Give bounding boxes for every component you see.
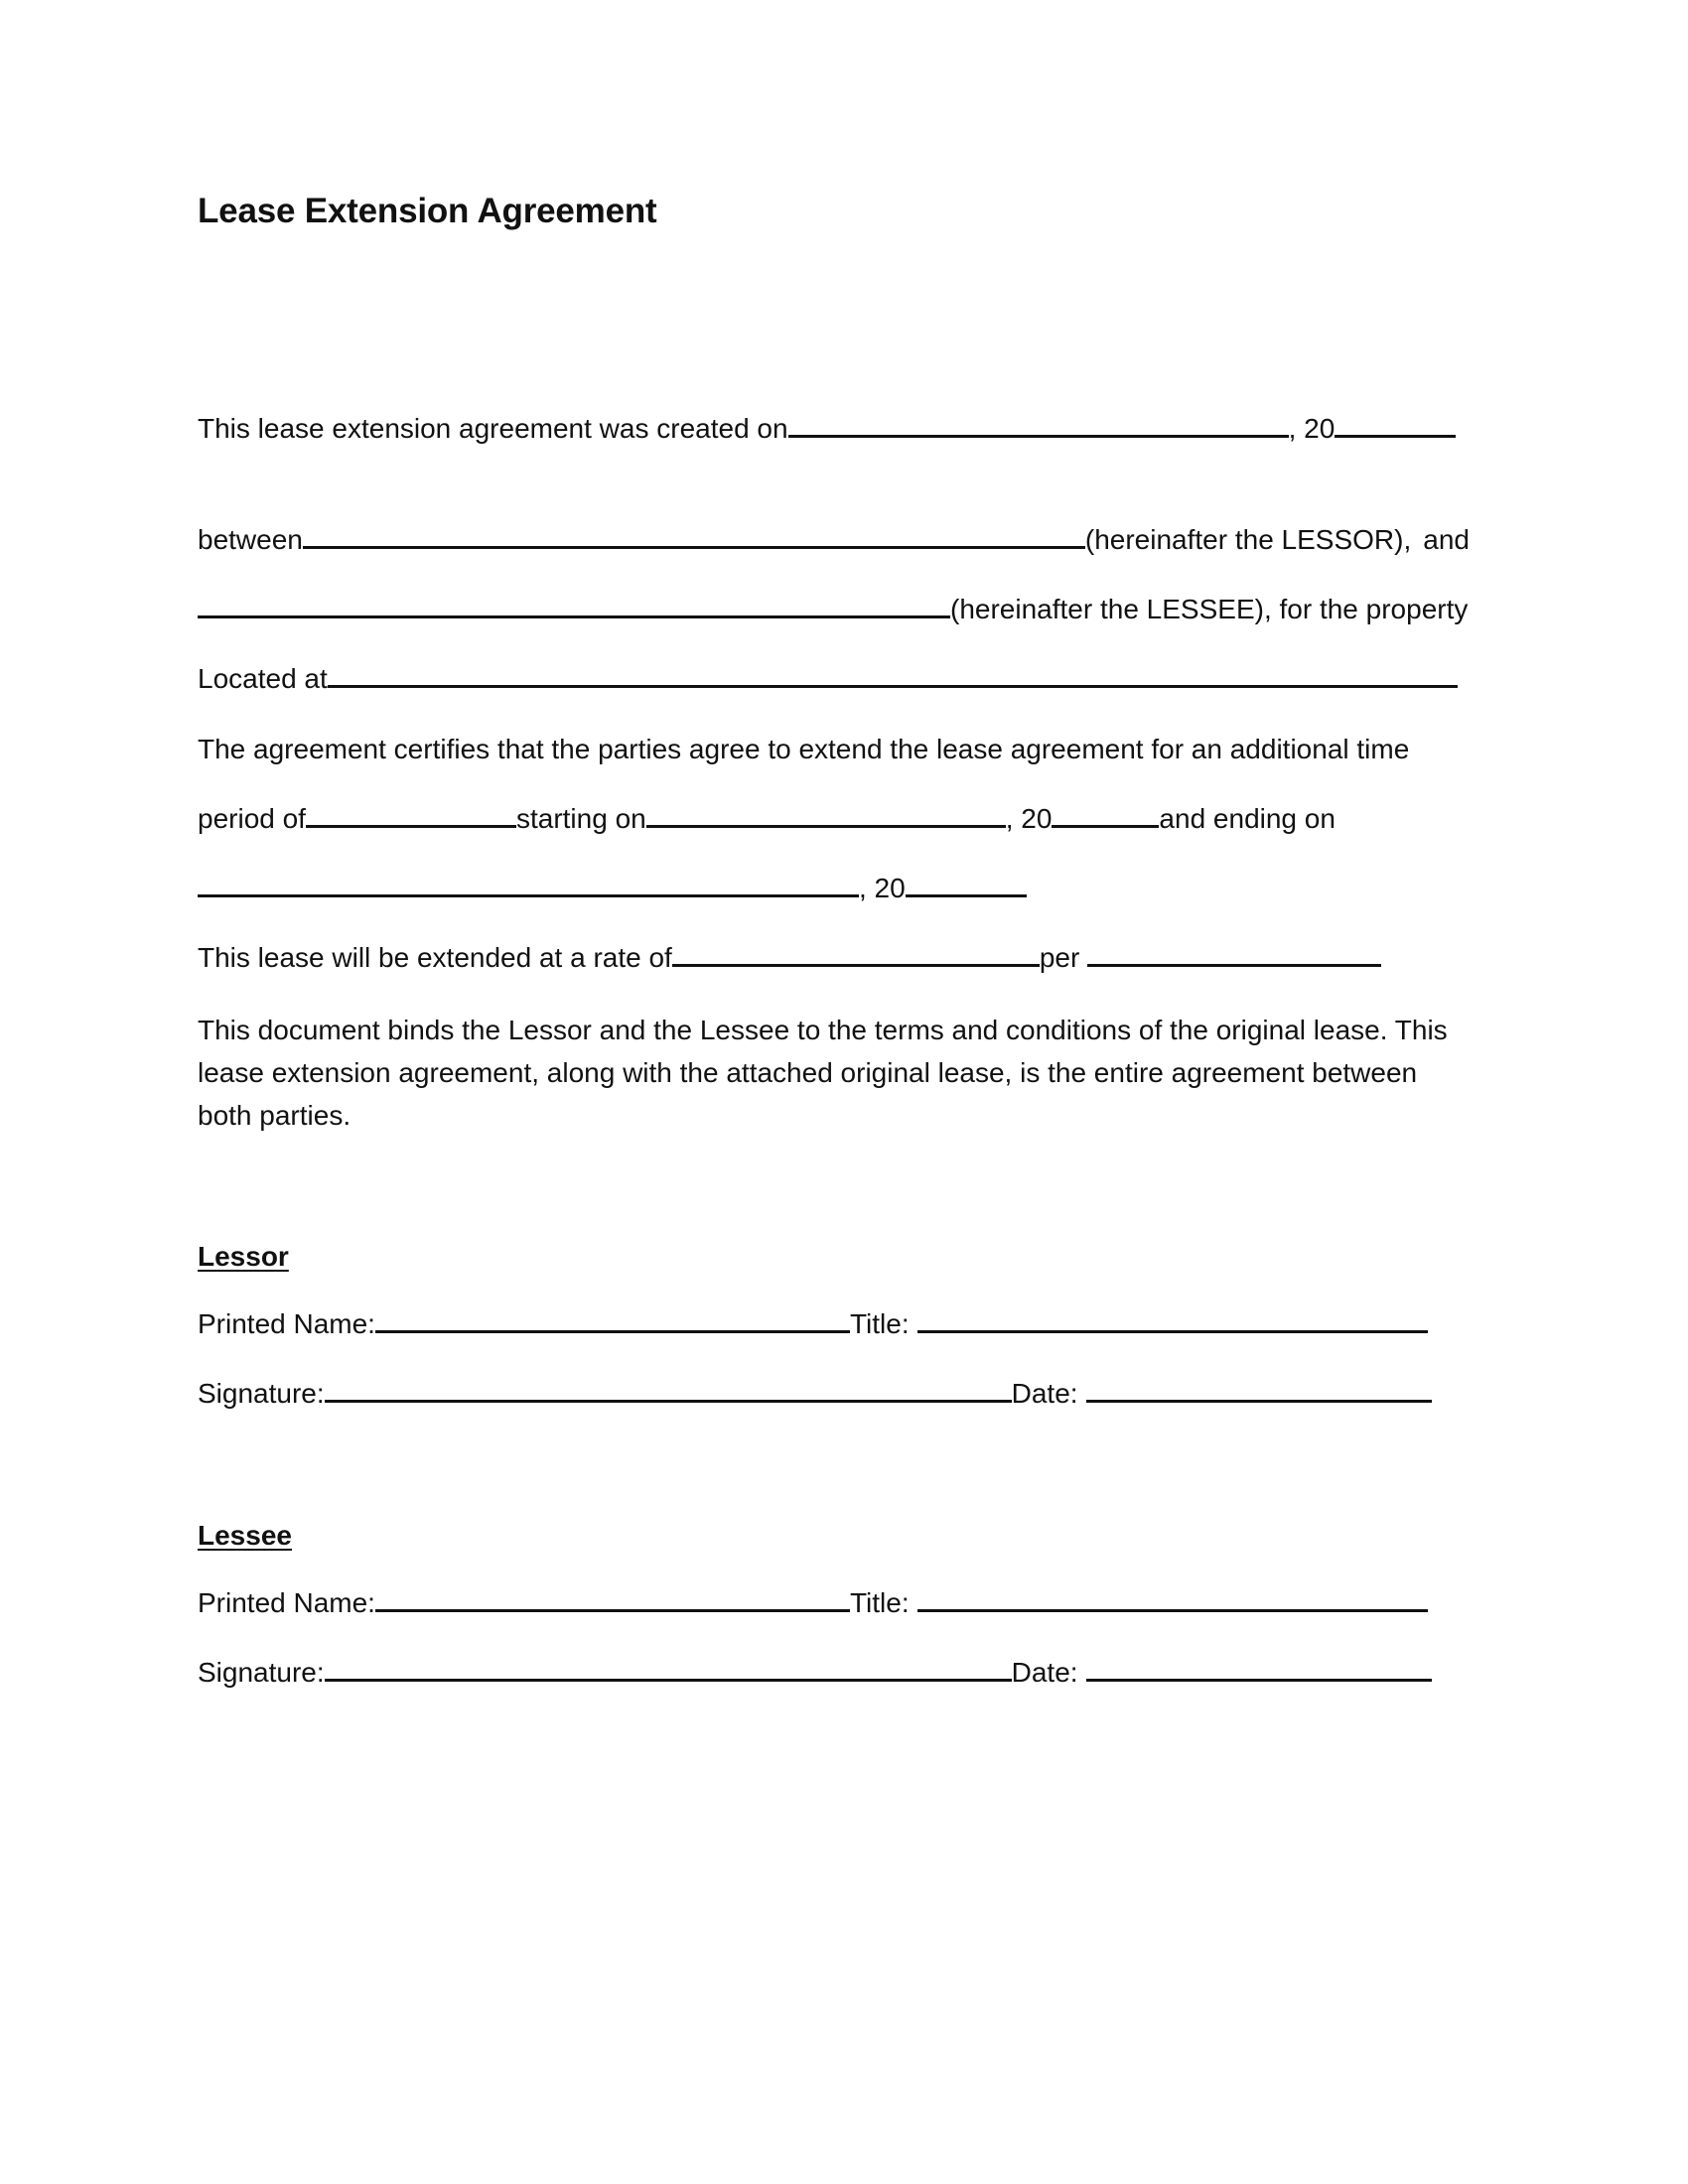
lessor-signature-date-line [198,1380,1432,1408]
lessor-printed-name-field[interactable] [375,1329,850,1333]
lessee-signature-date-line [198,1659,1432,1687]
lessee-date-label: Date: [1011,1657,1078,1688]
starting-on-label: starting on [515,803,646,834]
end-date-blank[interactable] [198,893,859,897]
lessor-title-label: Title: [849,1308,910,1339]
lessee-name-title-line [198,1589,1428,1617]
lessee-suffix: (hereinafter the LESSEE), for the property [950,594,1469,624]
extend-line [198,736,1409,763]
binding-paragraph: This document binds the Lessor and the Lessee to the terms and conditions of the original lease. This lease extension agreement, along with the attached original lease, is the entire agreement between both parties. [198,1015,1448,1131]
lessor-printed-name-label: Printed Name: [198,1308,375,1339]
lessee-printed-name-label: Printed Name: [198,1587,375,1618]
lessor-signature-label: Signature: [198,1378,325,1409]
start-year-blank[interactable] [1052,824,1159,828]
created-year-prefix: , 20 [1288,413,1336,444]
lessee-name-blank[interactable] [198,614,950,618]
rate-per-label: per [1039,942,1080,973]
rate-line [198,944,1381,972]
lessee-printed-name-field[interactable] [375,1608,850,1612]
rate-prefix: This lease will be extended at a rate of [198,942,672,973]
created-date-blank[interactable] [788,434,1289,438]
property-address-blank[interactable] [328,684,1458,688]
lessee-heading: Lessee [198,1520,292,1551]
lessee-signature-label: Signature: [198,1657,325,1688]
located-prefix: Located at [198,663,328,694]
lessor-date-label: Date: [1011,1378,1078,1409]
period-blank[interactable] [306,824,516,828]
lessor-name-blank[interactable] [303,545,1085,549]
ending-on-label: and ending on [1159,803,1336,834]
located-line [198,665,1458,693]
between-prefix: between [198,524,303,555]
lessor-title-field[interactable] [917,1329,1428,1333]
lessee-line [198,596,1468,623]
lessor-name-title-line [198,1310,1428,1338]
created-prefix: This lease extension agreement was created on [198,413,788,444]
lessee-title-field[interactable] [917,1608,1428,1612]
created-year-blank[interactable] [1335,434,1456,438]
lessee-date-field[interactable] [1086,1678,1432,1682]
lessor-and: and [1423,524,1470,555]
rate-period-blank[interactable] [1087,963,1381,967]
lessor-heading: Lessor [198,1241,289,1272]
lessee-signature-field[interactable] [325,1678,1012,1682]
start-date-blank[interactable] [646,824,1006,828]
lessor-suffix: (hereinafter the LESSOR), [1084,524,1412,555]
end-year-blank[interactable] [906,893,1027,897]
extend-sentence: The agreement certifies that the parties agree to extend the lease agreement for an additional time [198,734,1410,764]
lessor-date-field[interactable] [1086,1399,1432,1403]
period-line [198,805,1336,833]
start-year-prefix: , 20 [1005,803,1053,834]
period-prefix: period of [198,803,306,834]
lessee-title-label: Title: [849,1587,910,1618]
between-line [198,526,1470,554]
rate-amount-blank[interactable] [672,963,1040,967]
document-title: Lease Extension Agreement [198,192,657,230]
end-year-prefix: , 20 [859,873,906,903]
created-line [198,415,1456,443]
end-date-line [198,875,1027,902]
lessor-signature-field[interactable] [325,1399,1012,1403]
